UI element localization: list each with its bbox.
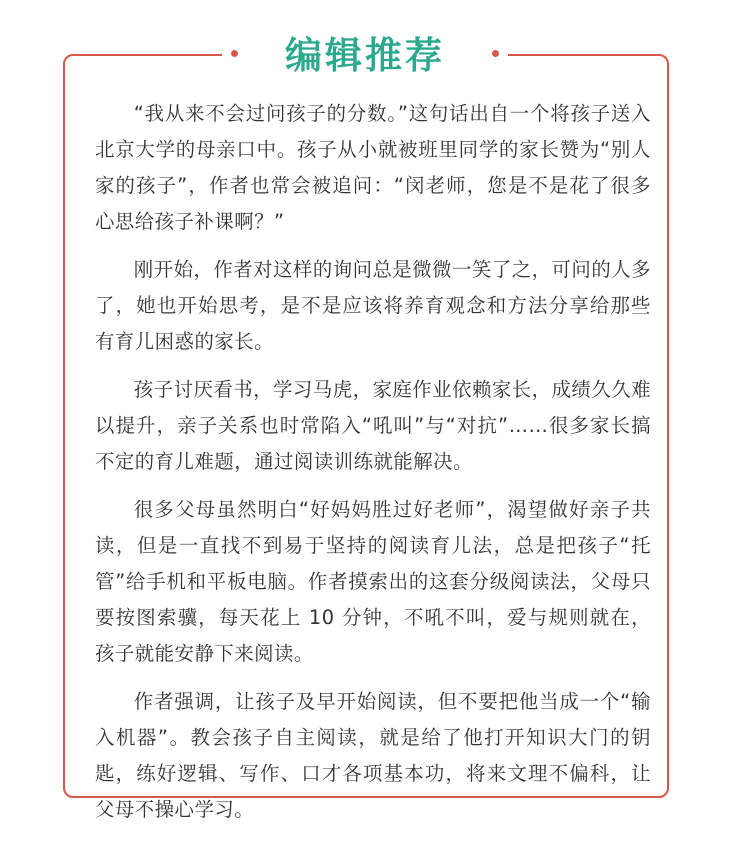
recommendation-text <box>95 96 651 840</box>
paragraph-3: 孩子讨厌看书，学习马虎，家庭作业依赖家长，成绩久久难以提升，亲子关系也时常陷入“吼叫”与“对抗”……很多家长搞不定的育儿难题，通过阅读训练就能解决。 <box>95 378 651 473</box>
paragraph-4: 很多父母虽然明白“好妈妈胜过好老师”，渴望做好亲子共读，但是一直找不到易于坚持的阅读育儿法，总是把孩子“托管”给手机和平板电脑。作者摸索出的这套分级阅读法，父母只要按图索骥，每天花上 10 分钟，不吼不叫，爱与规则就在，孩子就能安静下来阅读。 <box>95 498 651 665</box>
title-banner <box>222 34 508 76</box>
decorative-dot-right <box>492 50 499 57</box>
decorative-dot-left <box>231 50 238 57</box>
paragraph-2: 刚开始，作者对这样的询问总是微微一笑了之，可问的人多了，她也开始思考，是不是应该将养育观念和方法分享给那些有育儿困惑的家长。 <box>95 258 651 353</box>
page-title: 编辑推荐 <box>285 32 445 77</box>
paragraph-1: “我从来不会过问孩子的分数。”这句话出自一个将孩子送入北京大学的母亲口中。孩子从小就被班里同学的家长赞为“别人家的孩子”，作者也常会被追问：“闵老师，您是不是花了很多心思给孩子补课啊？” <box>95 102 651 233</box>
paragraph-5: 作者强调，让孩子及早开始阅读，但不要把他当成一个“输入机器”。教会孩子自主阅读，就是给了他打开知识大门的钥匙，练好逻辑、写作、口才各项基本功，将来文理不偏科，让父母不操心学习。 <box>95 690 651 821</box>
